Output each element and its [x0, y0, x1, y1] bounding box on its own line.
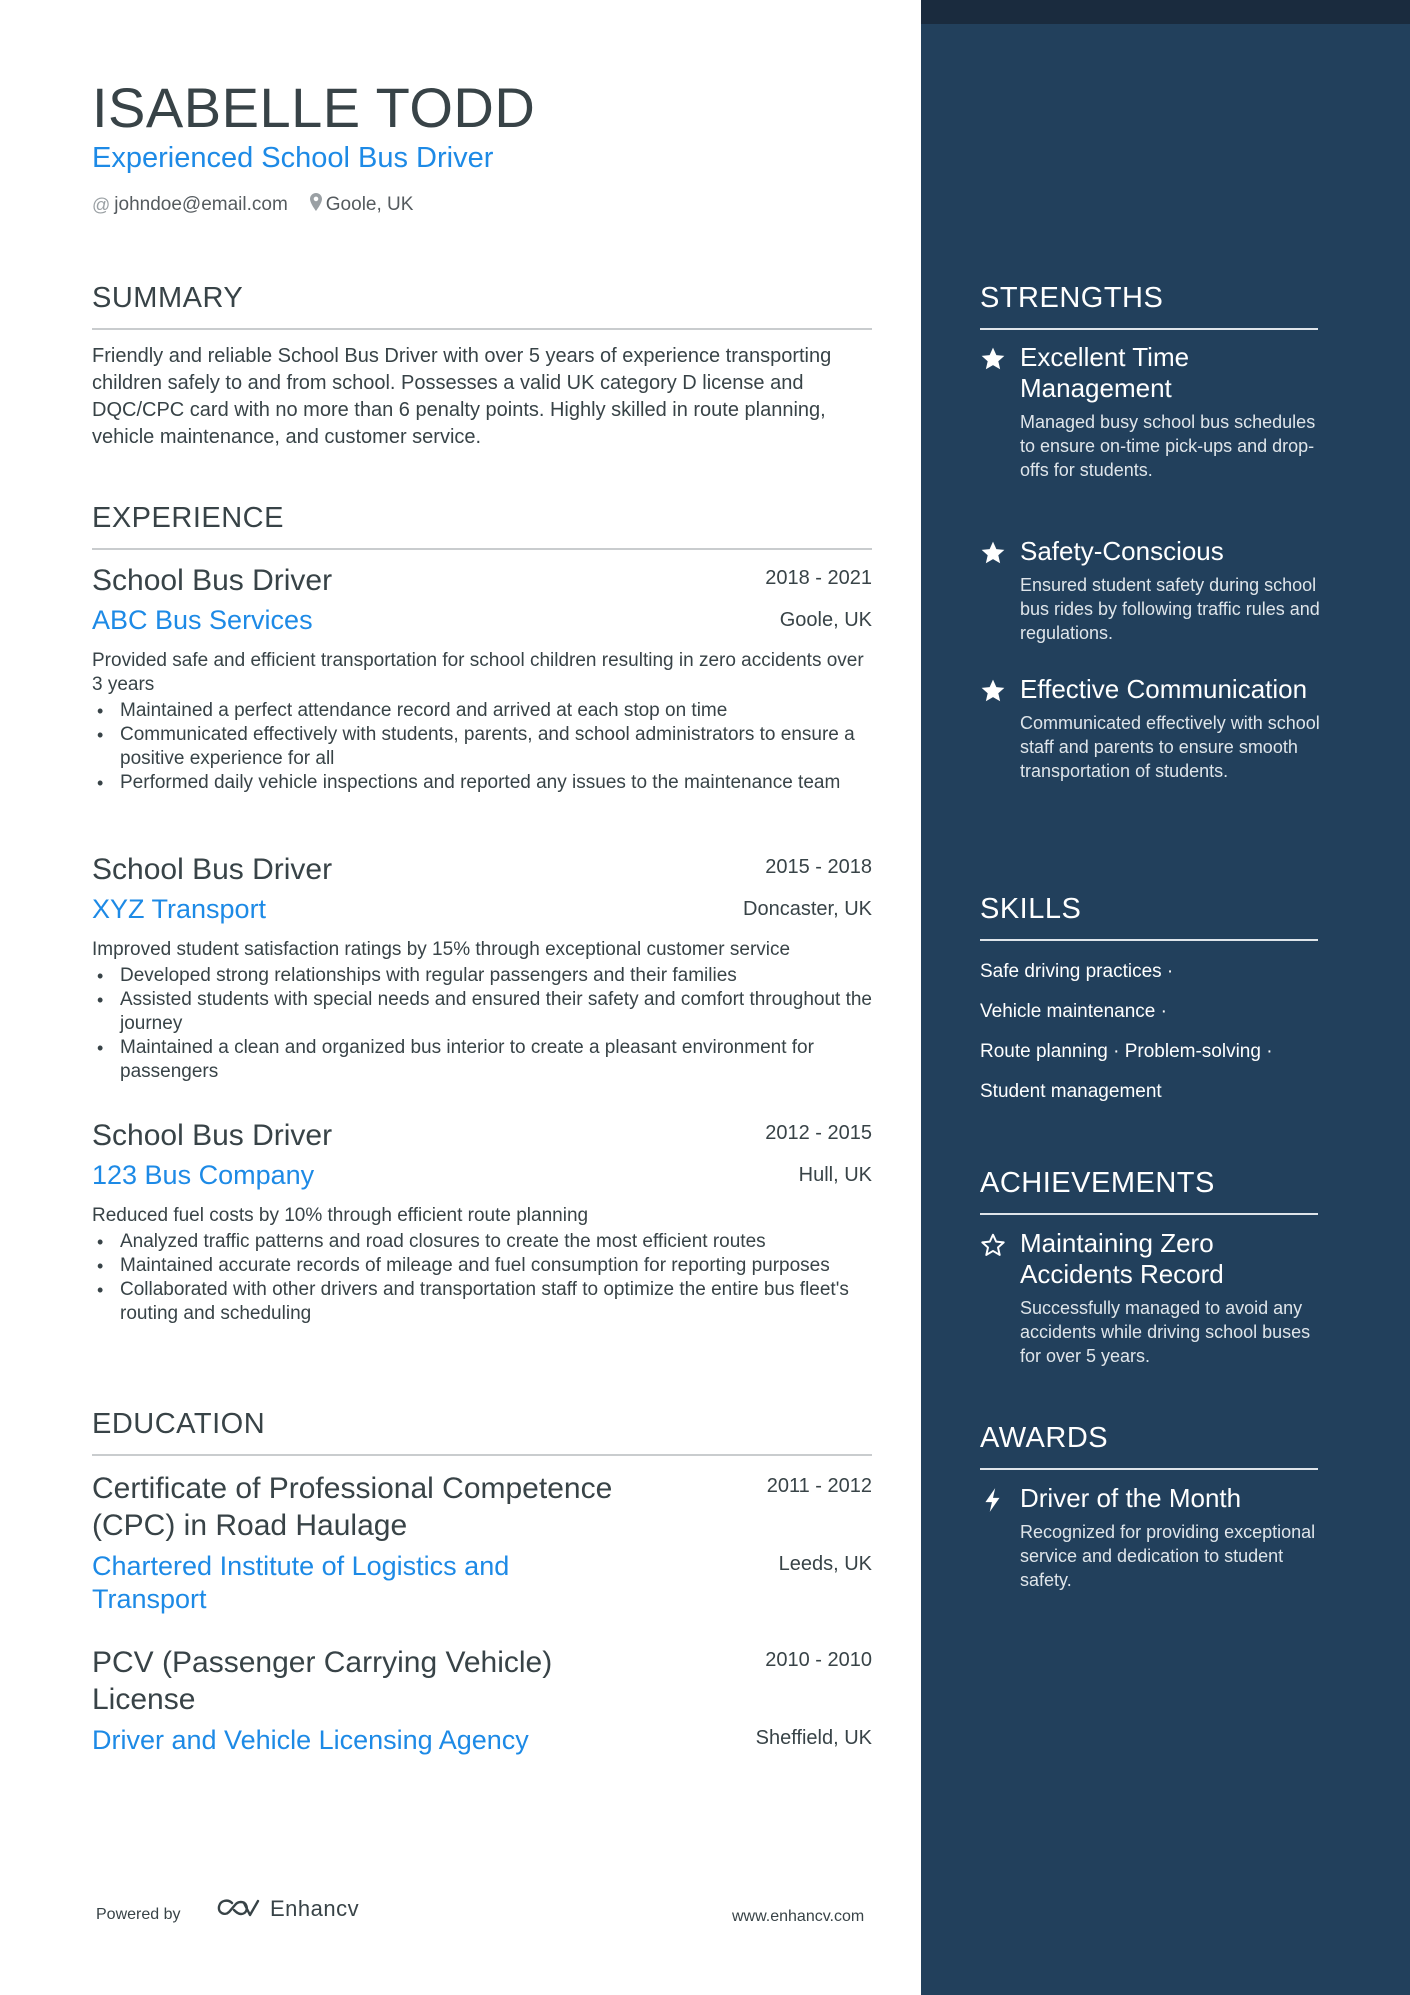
education-entry	[92, 1644, 872, 1757]
job-location: Goole, UK	[779, 609, 872, 631]
education-entry	[92, 1470, 872, 1616]
job-dates: 2018 - 2021	[765, 567, 872, 589]
experience-entry	[92, 1117, 872, 1326]
job-location: Hull, UK	[798, 1164, 872, 1186]
strength-title: Safety-Conscious	[1020, 536, 1224, 566]
star-filled-icon	[980, 540, 1006, 566]
job-description: Improved student satisfaction ratings by 15% through exceptional customer service	[92, 939, 791, 960]
contact-email[interactable]	[92, 192, 288, 218]
degree-dates: 2010 - 2010	[765, 1649, 872, 1671]
job-location: Doncaster, UK	[743, 898, 872, 920]
skills-heading: SKILLS	[980, 893, 1082, 925]
star-filled-icon	[980, 678, 1006, 704]
job-description: Provided safe and efficient transportation for school children resulting in zero accidents over 3 years	[92, 650, 864, 695]
job-bullet: • Assisted students with special needs and ensured their safety and comfort throughout the journey	[92, 988, 872, 1036]
strength-item	[980, 536, 1320, 645]
awards-divider	[980, 1468, 1318, 1470]
degree-location: Sheffield, UK	[755, 1727, 872, 1749]
award-item	[980, 1483, 1320, 1592]
job-bullet: • Analyzed traffic patterns and road closures to create the most efficient routes	[92, 1230, 872, 1254]
skill-line: Safe driving practices ·	[980, 961, 1174, 982]
strengths-divider	[980, 328, 1318, 330]
achievements-divider	[980, 1213, 1318, 1215]
institution-name: Chartered Institute of Logistics and Transport	[92, 1551, 510, 1614]
location-text: Goole, UK	[325, 194, 414, 215]
strength-description: Ensured student safety during school bus rides by following traffic rules and regulations.	[1020, 575, 1320, 643]
job-bullet: • Maintained a clean and organized bus interior to create a pleasant environment for passengers	[92, 1036, 872, 1084]
summary-divider	[92, 328, 872, 330]
strength-item	[980, 342, 1320, 482]
degree-location: Leeds, UK	[778, 1553, 872, 1575]
company-name: 123 Bus Company	[92, 1160, 315, 1190]
enhancv-logo[interactable]	[214, 1896, 359, 1922]
job-bullets	[92, 699, 872, 795]
strength-description: Managed busy school bus schedules to ensure on-time pick-ups and drop-offs for students.	[1020, 412, 1316, 480]
skill-line: Vehicle maintenance ·	[980, 1001, 1167, 1022]
strength-description: Communicated effectively with school staff and parents to ensure smooth transportation of students.	[1020, 713, 1320, 781]
strengths-heading: STRENGTHS	[980, 282, 1164, 314]
footer-powered-by: Powered by	[96, 1906, 181, 1923]
job-dates: 2012 - 2015	[765, 1122, 872, 1144]
skill-line: Student management	[980, 1081, 1162, 1102]
job-bullet: • Collaborated with other drivers and transportation staff to optimize the entire bus fleet's routing and scheduling	[92, 1278, 872, 1326]
award-title: Driver of the Month	[1020, 1483, 1242, 1513]
education-divider	[92, 1454, 872, 1456]
job-dates: 2015 - 2018	[765, 856, 872, 878]
job-bullet: • Communicated effectively with students, parents, and school administrators to ensure a positive experience for all	[92, 723, 872, 771]
education-heading: EDUCATION	[92, 1408, 266, 1440]
contact-location	[310, 192, 414, 218]
footer-url[interactable]: www.enhancv.com	[732, 1908, 865, 1925]
job-bullet: • Developed strong relationships with regular passengers and their families	[92, 964, 872, 988]
candidate-role: Experienced School Bus Driver	[92, 142, 494, 174]
degree-dates: 2011 - 2012	[766, 1475, 872, 1497]
experience-heading: EXPERIENCE	[92, 502, 284, 534]
strength-title: Effective Communication	[1020, 674, 1308, 704]
award-description: Recognized for providing exceptional service and dedication to student safety.	[1020, 1522, 1316, 1590]
company-name: XYZ Transport	[92, 894, 267, 924]
company-name: ABC Bus Services	[92, 605, 313, 635]
enhancv-wordmark: Enhancv	[270, 1896, 360, 1921]
map-pin-icon	[310, 192, 322, 218]
job-bullet: • Maintained accurate records of mileage and fuel consumption for reporting purposes	[92, 1254, 872, 1278]
summary-heading: SUMMARY	[92, 282, 244, 314]
job-title: School Bus Driver	[92, 564, 333, 597]
institution-name: Driver and Vehicle Licensing Agency	[92, 1725, 529, 1755]
achievement-item	[980, 1228, 1320, 1368]
job-bullets	[92, 964, 872, 1084]
sidebar-top-bar	[921, 0, 1410, 24]
achievement-title: Maintaining Zero Accidents Record	[1020, 1228, 1224, 1289]
contact-info	[92, 192, 435, 218]
experience-divider	[92, 548, 872, 550]
experience-entry	[92, 851, 872, 1084]
star-outline-icon	[980, 1232, 1006, 1258]
job-title: School Bus Driver	[92, 853, 333, 886]
candidate-name: ISABELLE TODD	[92, 76, 536, 139]
awards-heading: AWARDS	[980, 1422, 1109, 1454]
skills-list	[980, 952, 1320, 1112]
skills-divider	[980, 939, 1318, 941]
email-text: johndoe@email.com	[114, 194, 288, 215]
skill-line: Route planning · Problem-solving ·	[980, 1041, 1273, 1062]
degree-title: Certificate of Professional Competence (CPC) in Road Haulage	[92, 1472, 613, 1542]
enhancv-logo-icon	[214, 1897, 262, 1921]
at-icon: @	[92, 195, 111, 215]
degree-title: PCV (Passenger Carrying Vehicle) License	[92, 1646, 553, 1716]
star-filled-icon	[980, 346, 1006, 372]
job-bullet: • Maintained a perfect attendance record and arrived at each stop on time	[92, 699, 872, 723]
strength-item	[980, 674, 1320, 783]
experience-entry	[92, 562, 872, 795]
job-description: Reduced fuel costs by 10% through efficient route planning	[92, 1205, 589, 1226]
strength-title: Excellent Time Management	[1020, 342, 1190, 403]
lightning-icon	[980, 1487, 1006, 1513]
achievement-description: Successfully managed to avoid any accidents while driving school buses for over 5 years.	[1020, 1298, 1311, 1366]
job-bullet: • Performed daily vehicle inspections and reported any issues to the maintenance team	[92, 771, 872, 795]
summary-text: Friendly and reliable School Bus Driver with over 5 years of experience transporting children safely to and from school. Possesses a valid UK category D license and DQC/CPC card with no more than 6 penalty points. Highly skilled in route planning, vehicle maintenance, and customer service.	[92, 345, 832, 448]
job-bullets	[92, 1230, 872, 1326]
job-title: School Bus Driver	[92, 1119, 333, 1152]
achievements-heading: ACHIEVEMENTS	[980, 1167, 1215, 1199]
